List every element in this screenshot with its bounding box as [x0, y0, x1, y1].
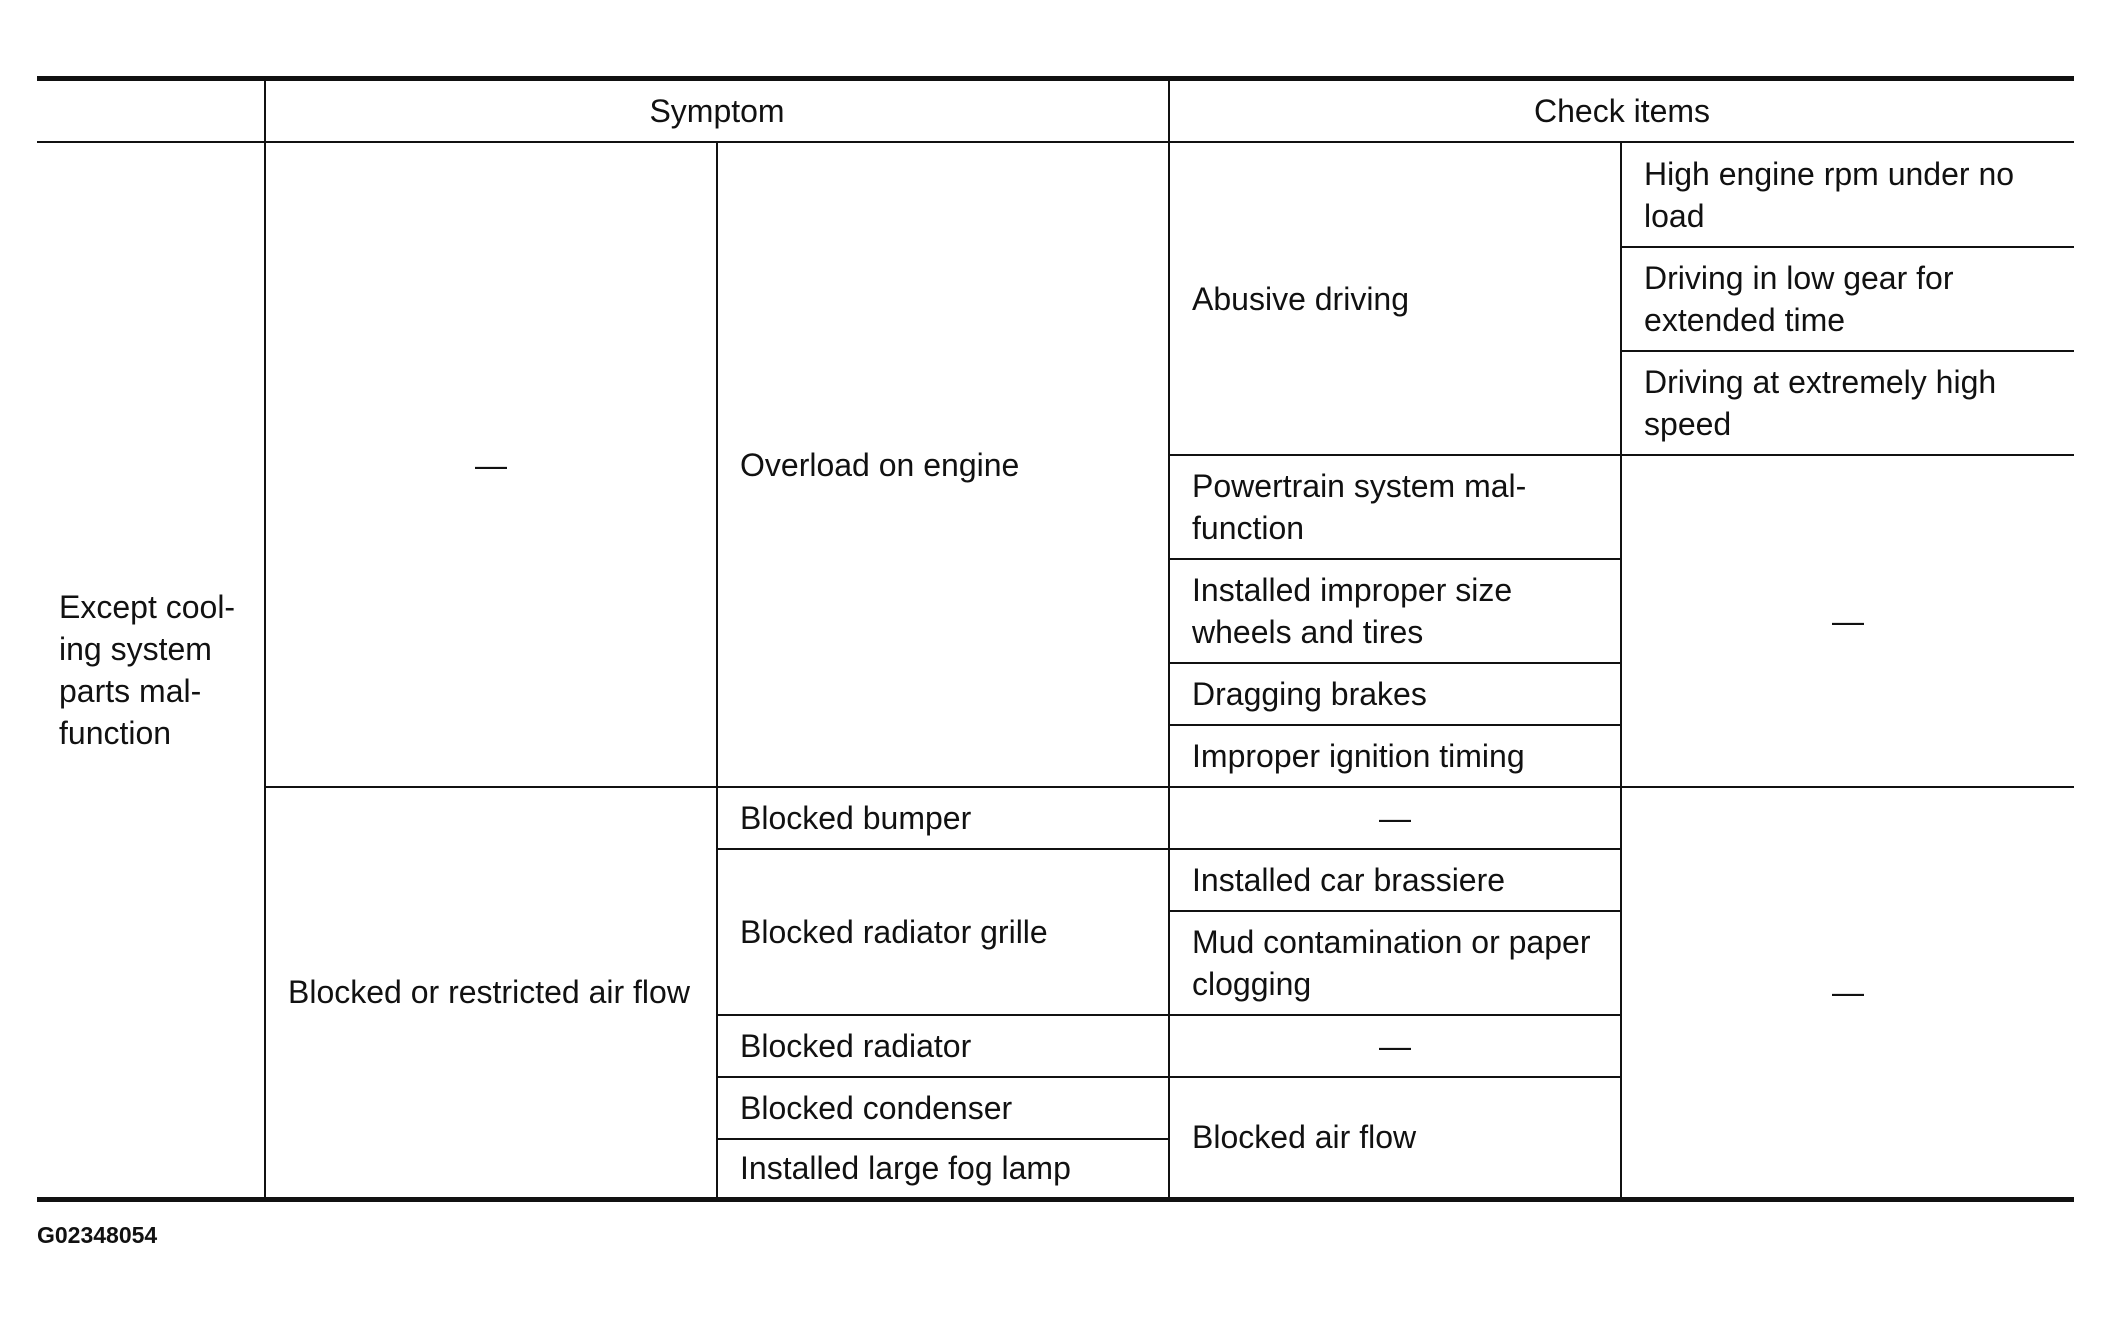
- overload-check-item: Powertrain system mal- function: [1169, 455, 1621, 559]
- airflow-symptom-detail: Blocked bumper: [717, 787, 1169, 849]
- airflow-check-item: Mud contamination or paper clogging: [1169, 911, 1621, 1015]
- airflow-symptom-detail: Blocked condenser: [717, 1077, 1169, 1139]
- abusive-item: High engine rpm under no load: [1621, 142, 2074, 247]
- category-cell: Except cool- ing system parts mal- function: [37, 142, 265, 1199]
- airflow-symptom-detail: Blocked radiator: [717, 1015, 1169, 1077]
- overload-symptom-detail: Overload on engine: [717, 142, 1169, 787]
- abusive-driving-cell: Abusive driving: [1169, 142, 1621, 455]
- header-symptom: Symptom: [265, 79, 1169, 143]
- airflow-symptom-detail: Blocked radiator grille: [717, 849, 1169, 1015]
- airflow-check-dash: —: [1169, 1015, 1621, 1077]
- abusive-item: Driving at extremely high speed: [1621, 351, 2074, 455]
- airflow-subcheck-dash: —: [1621, 787, 2074, 1199]
- airflow-symptom-detail: Installed large fog lamp: [717, 1139, 1169, 1199]
- overload-check-item: Improper ignition timing: [1169, 725, 1621, 787]
- abusive-item: Driving in low gear for extended time: [1621, 247, 2074, 351]
- airflow-check-item: Installed car brassiere: [1169, 849, 1621, 911]
- header-check-items: Check items: [1169, 79, 2074, 143]
- airflow-symptom-main: Blocked or restricted air flow: [265, 787, 717, 1199]
- airflow-check-item: Blocked air flow: [1169, 1077, 1621, 1199]
- overload-check-item: Installed improper size wheels and tires: [1169, 559, 1621, 663]
- cooling-diagnosis-table: [37, 76, 2074, 1202]
- header-empty-cell: [37, 79, 265, 143]
- overload-check-item: Dragging brakes: [1169, 663, 1621, 725]
- figure-id: G02348054: [37, 1222, 158, 1248]
- overload-symptom-main: —: [265, 142, 717, 787]
- overload-subcheck-dash: —: [1621, 455, 2074, 787]
- airflow-check-dash: —: [1169, 787, 1621, 849]
